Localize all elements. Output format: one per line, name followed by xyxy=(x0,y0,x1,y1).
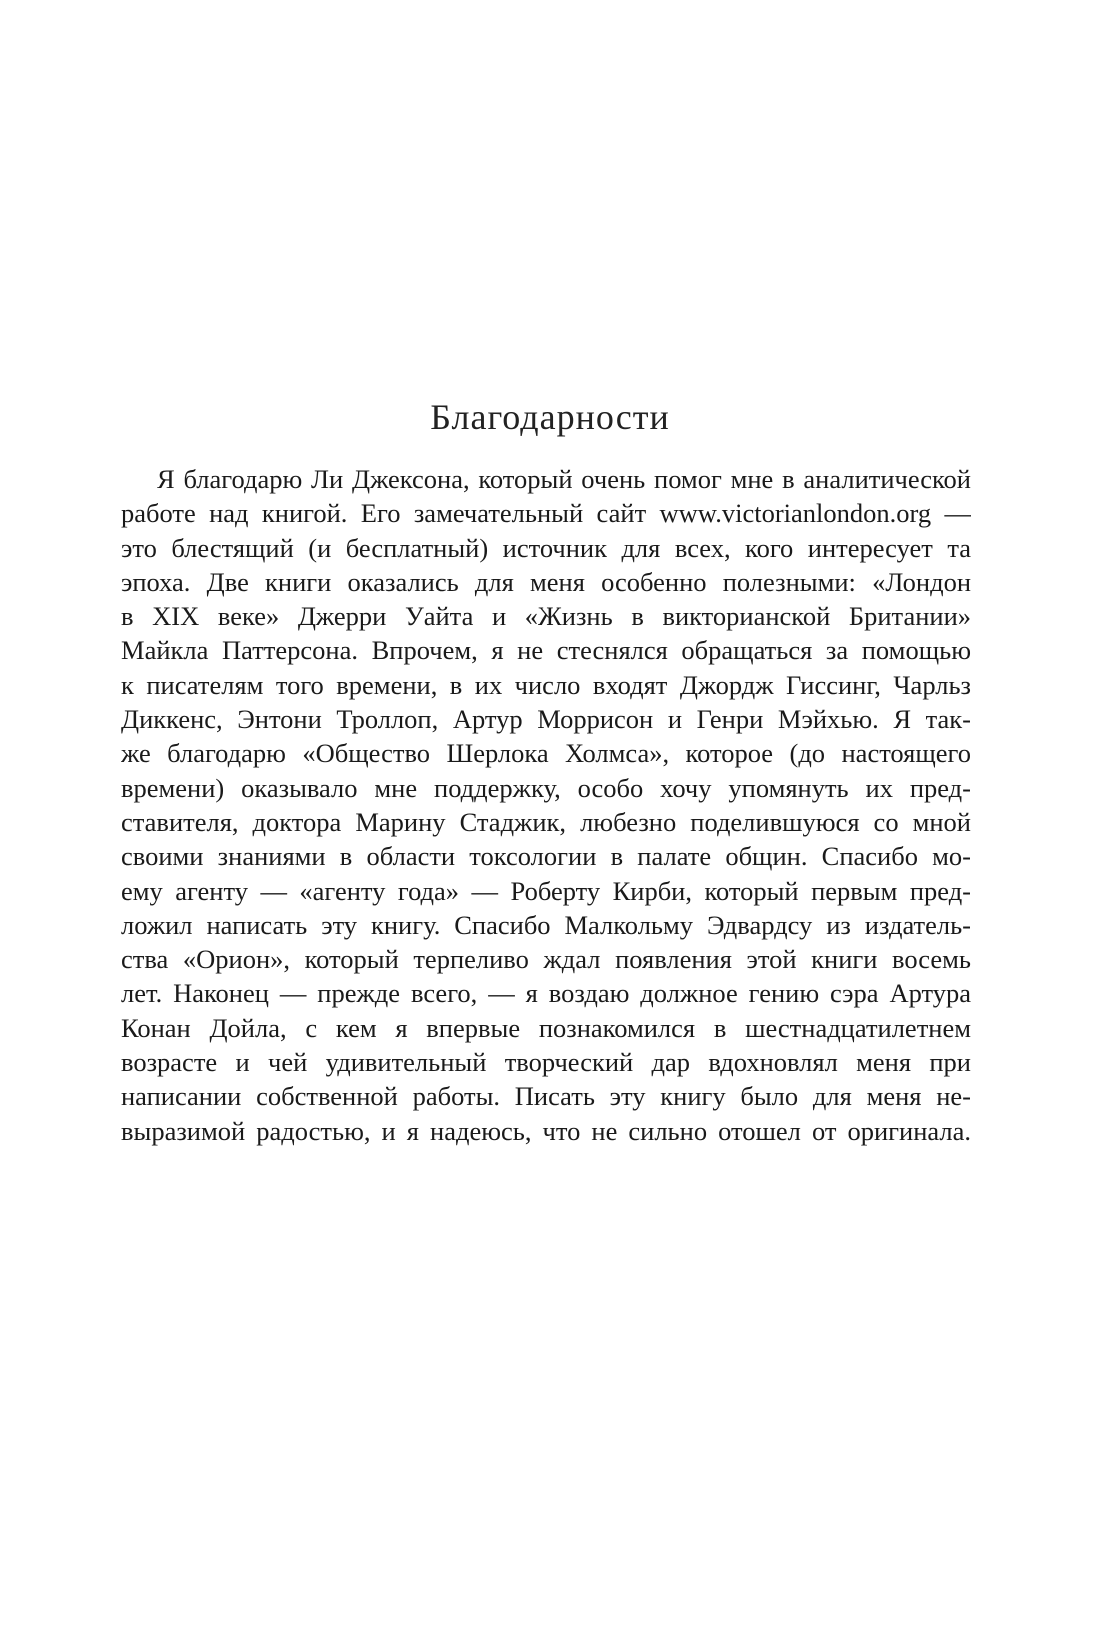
paragraph-line: же благодарю «Общество Шерлока Холмса», которое (до настоящего xyxy=(121,738,971,769)
paragraph-line: возрасте и чей удивительный творческий дар вдохновлял меня при xyxy=(121,1047,971,1078)
page-title: Благодарности xyxy=(430,397,670,437)
paragraph-line: Я благодарю Ли Джексона, который очень помог мне в аналитической xyxy=(157,464,971,494)
paragraph-line: ставителя, доктора Марину Стаджик, любезно поделившуюся со мной xyxy=(121,806,971,837)
paragraph-line: это блестящий (и бесплатный) источник для всех, кого интересует та xyxy=(121,532,971,563)
paragraph-line: ства «Орион», который терпеливо ждал появления этой книги восемь xyxy=(121,944,971,975)
paragraph-line: выразимой радостью, и я надеюсь, что не сильно отошел от оригинала. xyxy=(121,1115,971,1146)
paragraph-line: эпоха. Две книги оказались для меня особенно полезными: «Лондон xyxy=(121,566,971,597)
acknowledgements-paragraph xyxy=(121,462,971,1148)
paragraph-line: Майкла Паттерсона. Впрочем, я не стеснялся обращаться за помощью xyxy=(121,635,971,666)
paragraph-line: лет. Наконец — прежде всего, — я воздаю должное гению сэра Артура xyxy=(121,978,971,1009)
paragraph-line: Диккенс, Энтони Троллоп, Артур Моррисон и Генри Мэйхью. Я так- xyxy=(121,704,971,735)
paragraph-line: в XIX веке» Джерри Уайта и «Жизнь в викторианской Британии» xyxy=(121,601,971,632)
paragraph-line: своими знаниями в области токсологии в палате общин. Спасибо мо- xyxy=(121,841,971,872)
paragraph-line: ложил написать эту книгу. Спасибо Малкольму Эдвардсу из издатель- xyxy=(121,909,971,940)
paragraph-line: написании собственной работы. Писать эту книгу было для меня не- xyxy=(121,1081,971,1112)
paragraph-line: к писателям того времени, в их число входят Джордж Гиссинг, Чарльз xyxy=(121,669,971,700)
paragraph-line: ему агенту — «агенту года» — Роберту Кирби, который первым пред- xyxy=(121,875,971,906)
paragraph-line: работе над книгой. Его замечательный сайт www.victorianlondon.org — xyxy=(121,498,971,529)
paragraph-line: времени) оказывало мне поддержку, особо хочу упомянуть их пред- xyxy=(121,772,971,803)
paragraph-line: Конан Дойла, с кем я впервые познакомился в шестнадцатилетнем xyxy=(121,1012,971,1043)
